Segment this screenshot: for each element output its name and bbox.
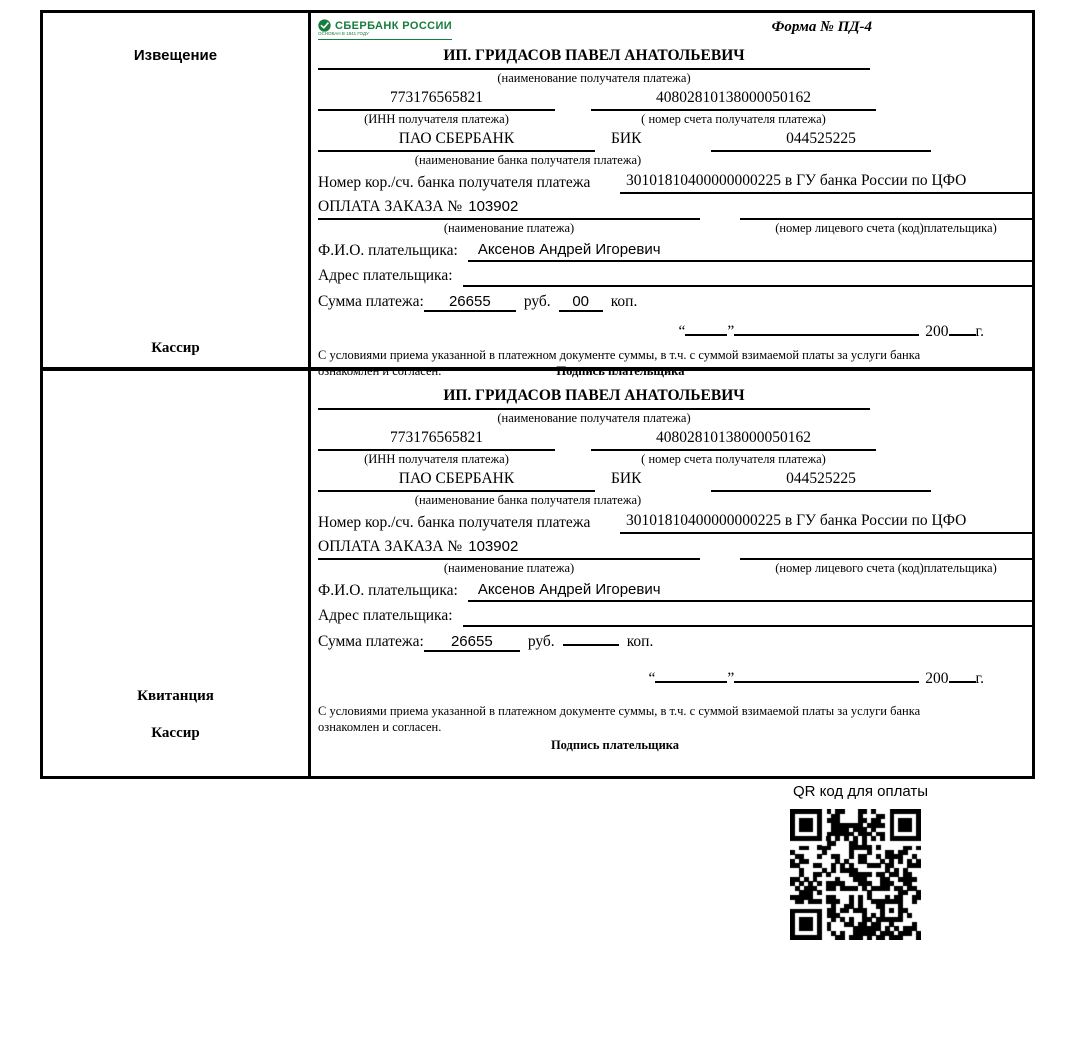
payer-address-value	[463, 266, 1032, 287]
payer-code-hint: (номер лицевого счета (код)плательщика)	[775, 561, 997, 575]
payer-signature-label: Подпись плательщика	[556, 363, 685, 378]
agreement-line1: С условиями приема указанной в платежном документе суммы, в т.ч. с суммой взимаемой платы за услуги банка	[318, 348, 921, 362]
cashier-label: Кассир	[151, 340, 200, 356]
notice-body	[311, 13, 1038, 378]
account-hint: ( номер счета получателя платежа)	[641, 452, 826, 466]
qr-code	[790, 809, 921, 940]
sberbank-logo-text: СБЕРБАНК РОССИИ	[335, 19, 453, 32]
order-number: 103902	[468, 198, 519, 215]
agreement-line1: С условиями приема указанной в платежном документе суммы, в т.ч. с суммой взимаемой платы за услуги банка	[318, 704, 921, 718]
sberbank-icon	[318, 19, 331, 32]
year-suffix: г.	[975, 323, 984, 340]
rub-label: руб.	[527, 633, 555, 650]
payment-form-pd4	[40, 10, 1035, 779]
sum-kop-value: 00	[559, 293, 603, 312]
qr-payment-block	[788, 783, 933, 940]
quote-close: ”	[727, 323, 735, 340]
sum-label: Сумма платежа:	[318, 633, 424, 650]
payer-signature-label: Подпись плательщика	[550, 738, 680, 753]
inn-hint: (ИНН получателя платежа)	[364, 452, 509, 466]
kop-label: коп.	[610, 293, 638, 310]
quote-open: “	[648, 670, 656, 687]
date-month-blank	[734, 318, 919, 336]
year-prefix: 200	[925, 323, 949, 340]
recipient-hint: (наименование получателя платежа)	[497, 411, 691, 425]
bik-value: 044525225	[711, 470, 931, 492]
logo-row	[318, 19, 1032, 47]
bank-name-value: ПАО СБЕРБАНК	[318, 130, 595, 152]
agreement-line2: ознакомлен и согласен.	[318, 363, 442, 378]
payer-code-blank-line	[740, 200, 1032, 220]
payment-purpose	[318, 198, 700, 220]
kop-label: коп.	[626, 633, 654, 650]
notice-left-cell	[43, 13, 311, 367]
recipient-name: ИП. ГРИДАСОВ ПАВЕЛ АНАТОЛЬЕВИЧ	[318, 387, 870, 410]
payer-address-label: Адрес плательщика:	[318, 607, 453, 624]
corr-account-value: 30101810400000000225 в ГУ банка России по ЦФО	[620, 172, 1032, 194]
sum-rub-value: 26655	[424, 293, 516, 312]
purpose-label: ОПЛАТА ЗАКАЗА №	[318, 198, 463, 215]
receipt-left-cell	[43, 371, 311, 776]
sberbank-logo	[318, 19, 452, 40]
account-value: 40802810138000050162	[591, 89, 876, 111]
agreement-text	[318, 704, 1032, 754]
date-line	[318, 318, 984, 341]
account-hint: ( номер счета получателя платежа)	[641, 112, 826, 126]
bank-hint: (наименование банка получателя платежа)	[414, 153, 642, 167]
inn-value: 773176565821	[318, 89, 555, 111]
receipt-slip	[43, 367, 1032, 776]
payer-code-blank-line	[740, 540, 1032, 560]
payment-purpose	[318, 538, 700, 560]
quote-close: ”	[727, 670, 735, 687]
recipient-hint: (наименование получателя платежа)	[497, 71, 691, 85]
sberbank-logo-subtext: ОСНОВАН В 1841 ГОДУ	[318, 32, 369, 37]
bank-hint: (наименование банка получателя платежа)	[414, 493, 642, 507]
payer-address-label: Адрес плательщика:	[318, 267, 453, 284]
bik-label: БИК	[611, 470, 642, 487]
date-year-blank	[949, 665, 976, 683]
account-value: 40802810138000050162	[591, 429, 876, 451]
quote-open: “	[678, 323, 686, 340]
payer-fio-label: Ф.И.О. плательщика:	[318, 242, 458, 259]
date-month-blank	[734, 665, 919, 683]
year-suffix: г.	[975, 670, 984, 687]
slip-type-label: Квитанция	[137, 688, 214, 704]
order-number: 103902	[468, 538, 519, 555]
inn-value: 773176565821	[318, 429, 555, 451]
corr-account-label: Номер кор./сч. банка получателя платежа	[318, 514, 591, 531]
qr-label: QR код для оплаты	[792, 783, 928, 800]
bik-label: БИК	[611, 130, 642, 147]
payer-address-value	[463, 606, 1032, 627]
cashier-label: Кассир	[151, 725, 200, 741]
payment-hint: (наименование платежа)	[443, 561, 575, 575]
bik-value: 044525225	[711, 130, 931, 152]
slip-type-label: Извещение	[133, 47, 218, 64]
payment-hint: (наименование платежа)	[443, 221, 575, 235]
recipient-name: ИП. ГРИДАСОВ ПАВЕЛ АНАТОЛЬЕВИЧ	[318, 47, 870, 70]
agreement-line2: ознакомлен и согласен.	[318, 719, 442, 734]
sum-label: Сумма платежа:	[318, 293, 424, 310]
date-year-blank	[949, 318, 976, 336]
date-line	[318, 665, 984, 688]
payer-fio-value: Аксенов Андрей Игоревич	[468, 241, 1032, 262]
corr-account-label: Номер кор./сч. банка получателя платежа	[318, 174, 591, 191]
rub-label: руб.	[523, 293, 551, 310]
year-prefix: 200	[925, 670, 949, 687]
form-number: Форма № ПД-4	[771, 19, 872, 35]
inn-hint: (ИНН получателя платежа)	[364, 112, 509, 126]
payer-fio-label: Ф.И.О. плательщика:	[318, 582, 458, 599]
sum-rub-value: 26655	[424, 633, 520, 652]
purpose-label: ОПЛАТА ЗАКАЗА №	[318, 538, 463, 555]
payer-fio-value: Аксенов Андрей Игоревич	[468, 581, 1032, 602]
bank-name-value: ПАО СБЕРБАНК	[318, 470, 595, 492]
date-day-blank	[685, 318, 727, 336]
receipt-body	[311, 371, 1038, 776]
date-day-blank	[655, 665, 727, 683]
sum-kop-value	[563, 644, 619, 646]
corr-account-value: 30101810400000000225 в ГУ банка России по ЦФО	[620, 512, 1032, 534]
payer-code-hint: (номер лицевого счета (код)плательщика)	[775, 221, 997, 235]
notice-slip	[43, 13, 1032, 378]
